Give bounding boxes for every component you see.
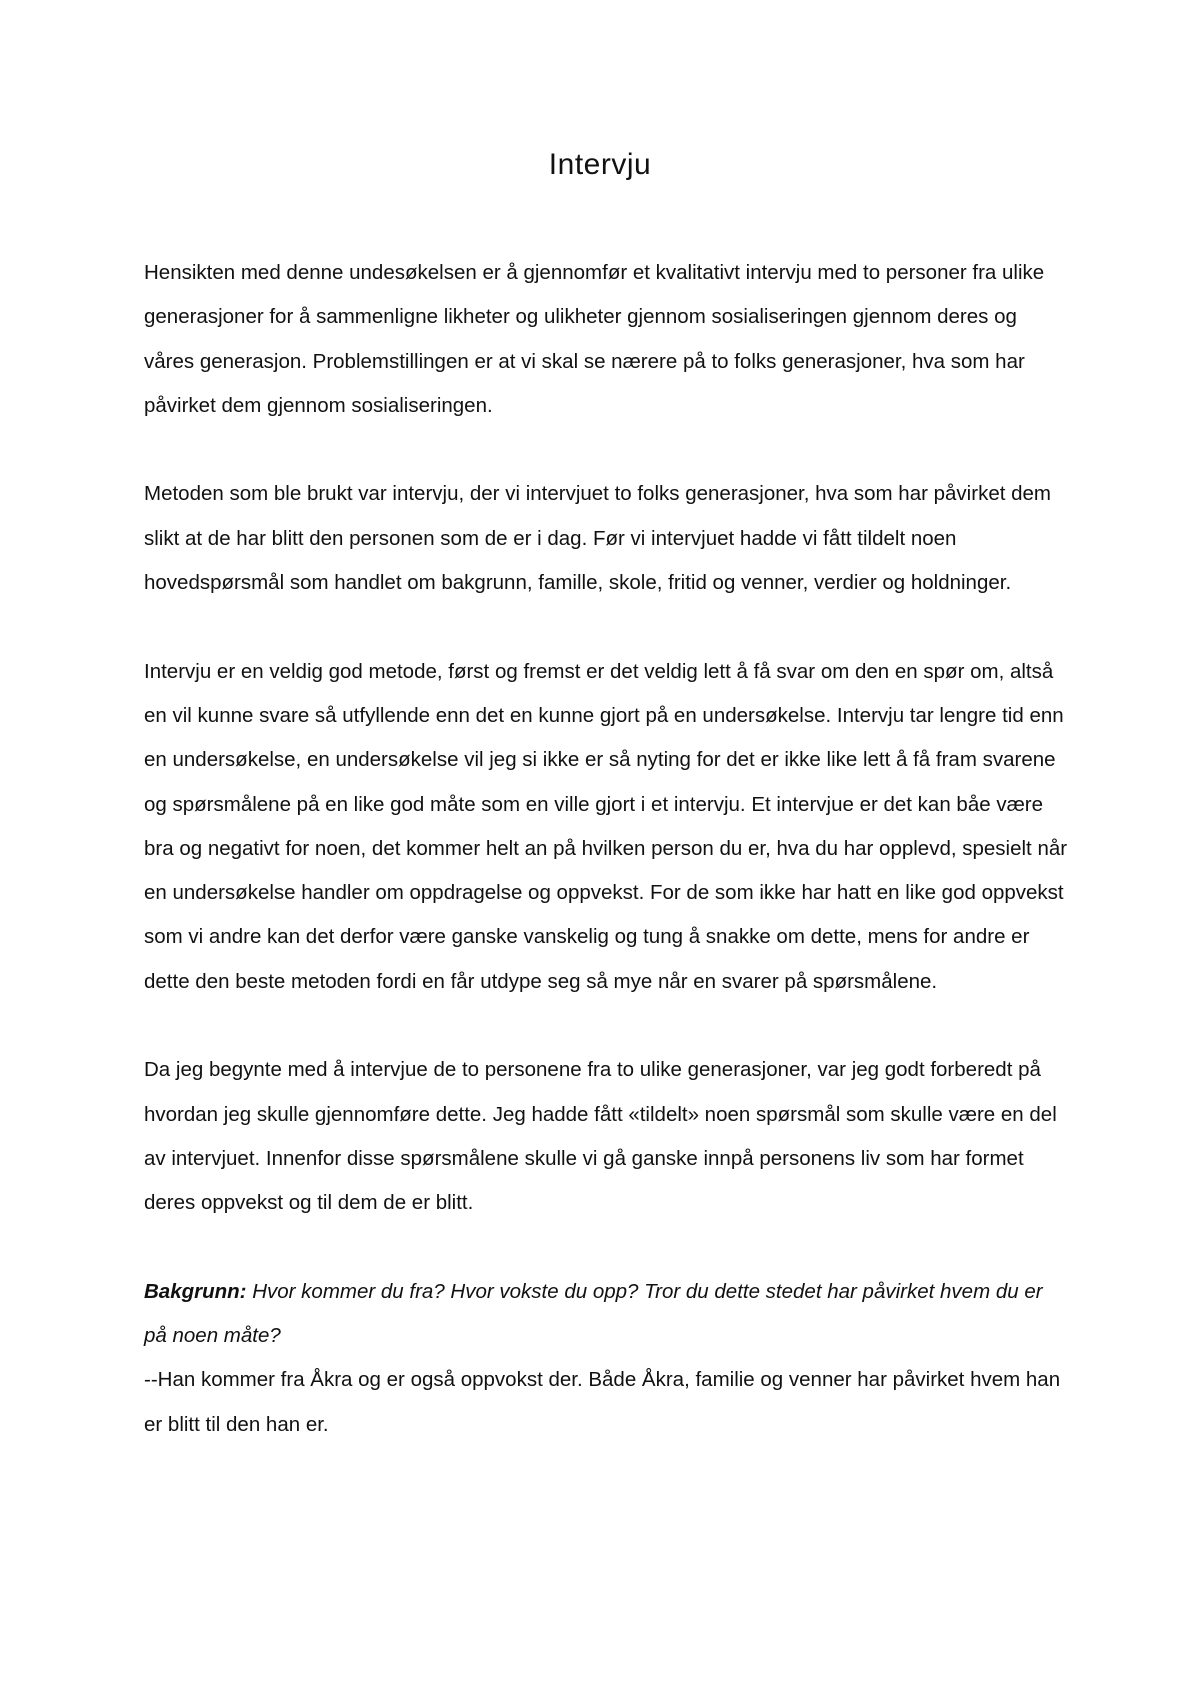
paragraph-evaluation: Intervju er en veldig god metode, først og fremst er det veldig lett å få svar om den en spør om, altså en vil kunne svare så utfyllende enn det en kunne gjort på en undersøkelse. Intervju tar lengre tid enn en undersøkelse, en undersøkelse vil jeg si ikke er så nyting for det er ikke like lett å få fram svarene og spørsmålene på en like god måte som en ville gjort i et intervju. Et intervjue er det kan båe være bra og negativt for noen, det kommer helt an på hvilken person du er, hva du har opplevd, spesielt når en undersøkelse handler om oppdragelse og oppvekst. For de som ikke har hatt en like god oppvekst som vi andre kan det derfor være ganske vanskelig og tung å snakke om dette, mens for andre er dette den beste metoden fordi en får utdype seg så mye når en svarer på spørsmålene. [144,659,1068,993]
question-text: Hvor kommer du fra? Hvor vokste du opp? Tror du dette stedet har påvirket hvem du er på noen måte? [144,1279,1043,1348]
question-line [144,1270,1069,1359]
paragraph-execution: Da jeg begynte med å intervjue de to personene fra to ulike generasjoner, var jeg godt forberedt på hvordan jeg skulle gjennomføre dette. Jeg hadde fått «tildelt» noen spørsmål som skulle være en del av intervjuet. Innenfor disse spørsmålene skulle vi gå ganske innpå personens liv som har formet deres oppvekst og til dem de er blitt. [144,1058,1057,1215]
paragraph-method: Metoden som ble brukt var intervju, der vi intervjuet to folks generasjoner, hva som har påvirket dem slikt at de har blitt den personen som de er i dag. Før vi intervjuet hadde vi fått tildelt noen hovedspørsmål som handlet om bakgrunn, famille, skole, fritid og venner, verdier og holdninger. [144,482,1051,595]
document-body [144,251,1069,1447]
question-block-background [144,1270,1069,1447]
question-label: Bakgrunn: [144,1279,247,1303]
answer-text: --Han kommer fra Åkra og er også oppvokst der. Både Åkra, familie og venner har påvirket hvem han er blitt til den han er. [144,1368,1061,1436]
document-title: Intervju [548,148,652,181]
paragraph-purpose: Hensikten med denne undesøkelsen er å gjennomfør et kvalitativt intervju med to personer fra ulike generasjoner for å sammenligne likheter og ulikheter gjennom sosialiseringen gjennom deres og våres generasjon. Problemstillingen er at vi skal se nærere på to folks generasjoner, hva som har påvirket dem gjennom sosialiseringen. [144,261,1045,417]
